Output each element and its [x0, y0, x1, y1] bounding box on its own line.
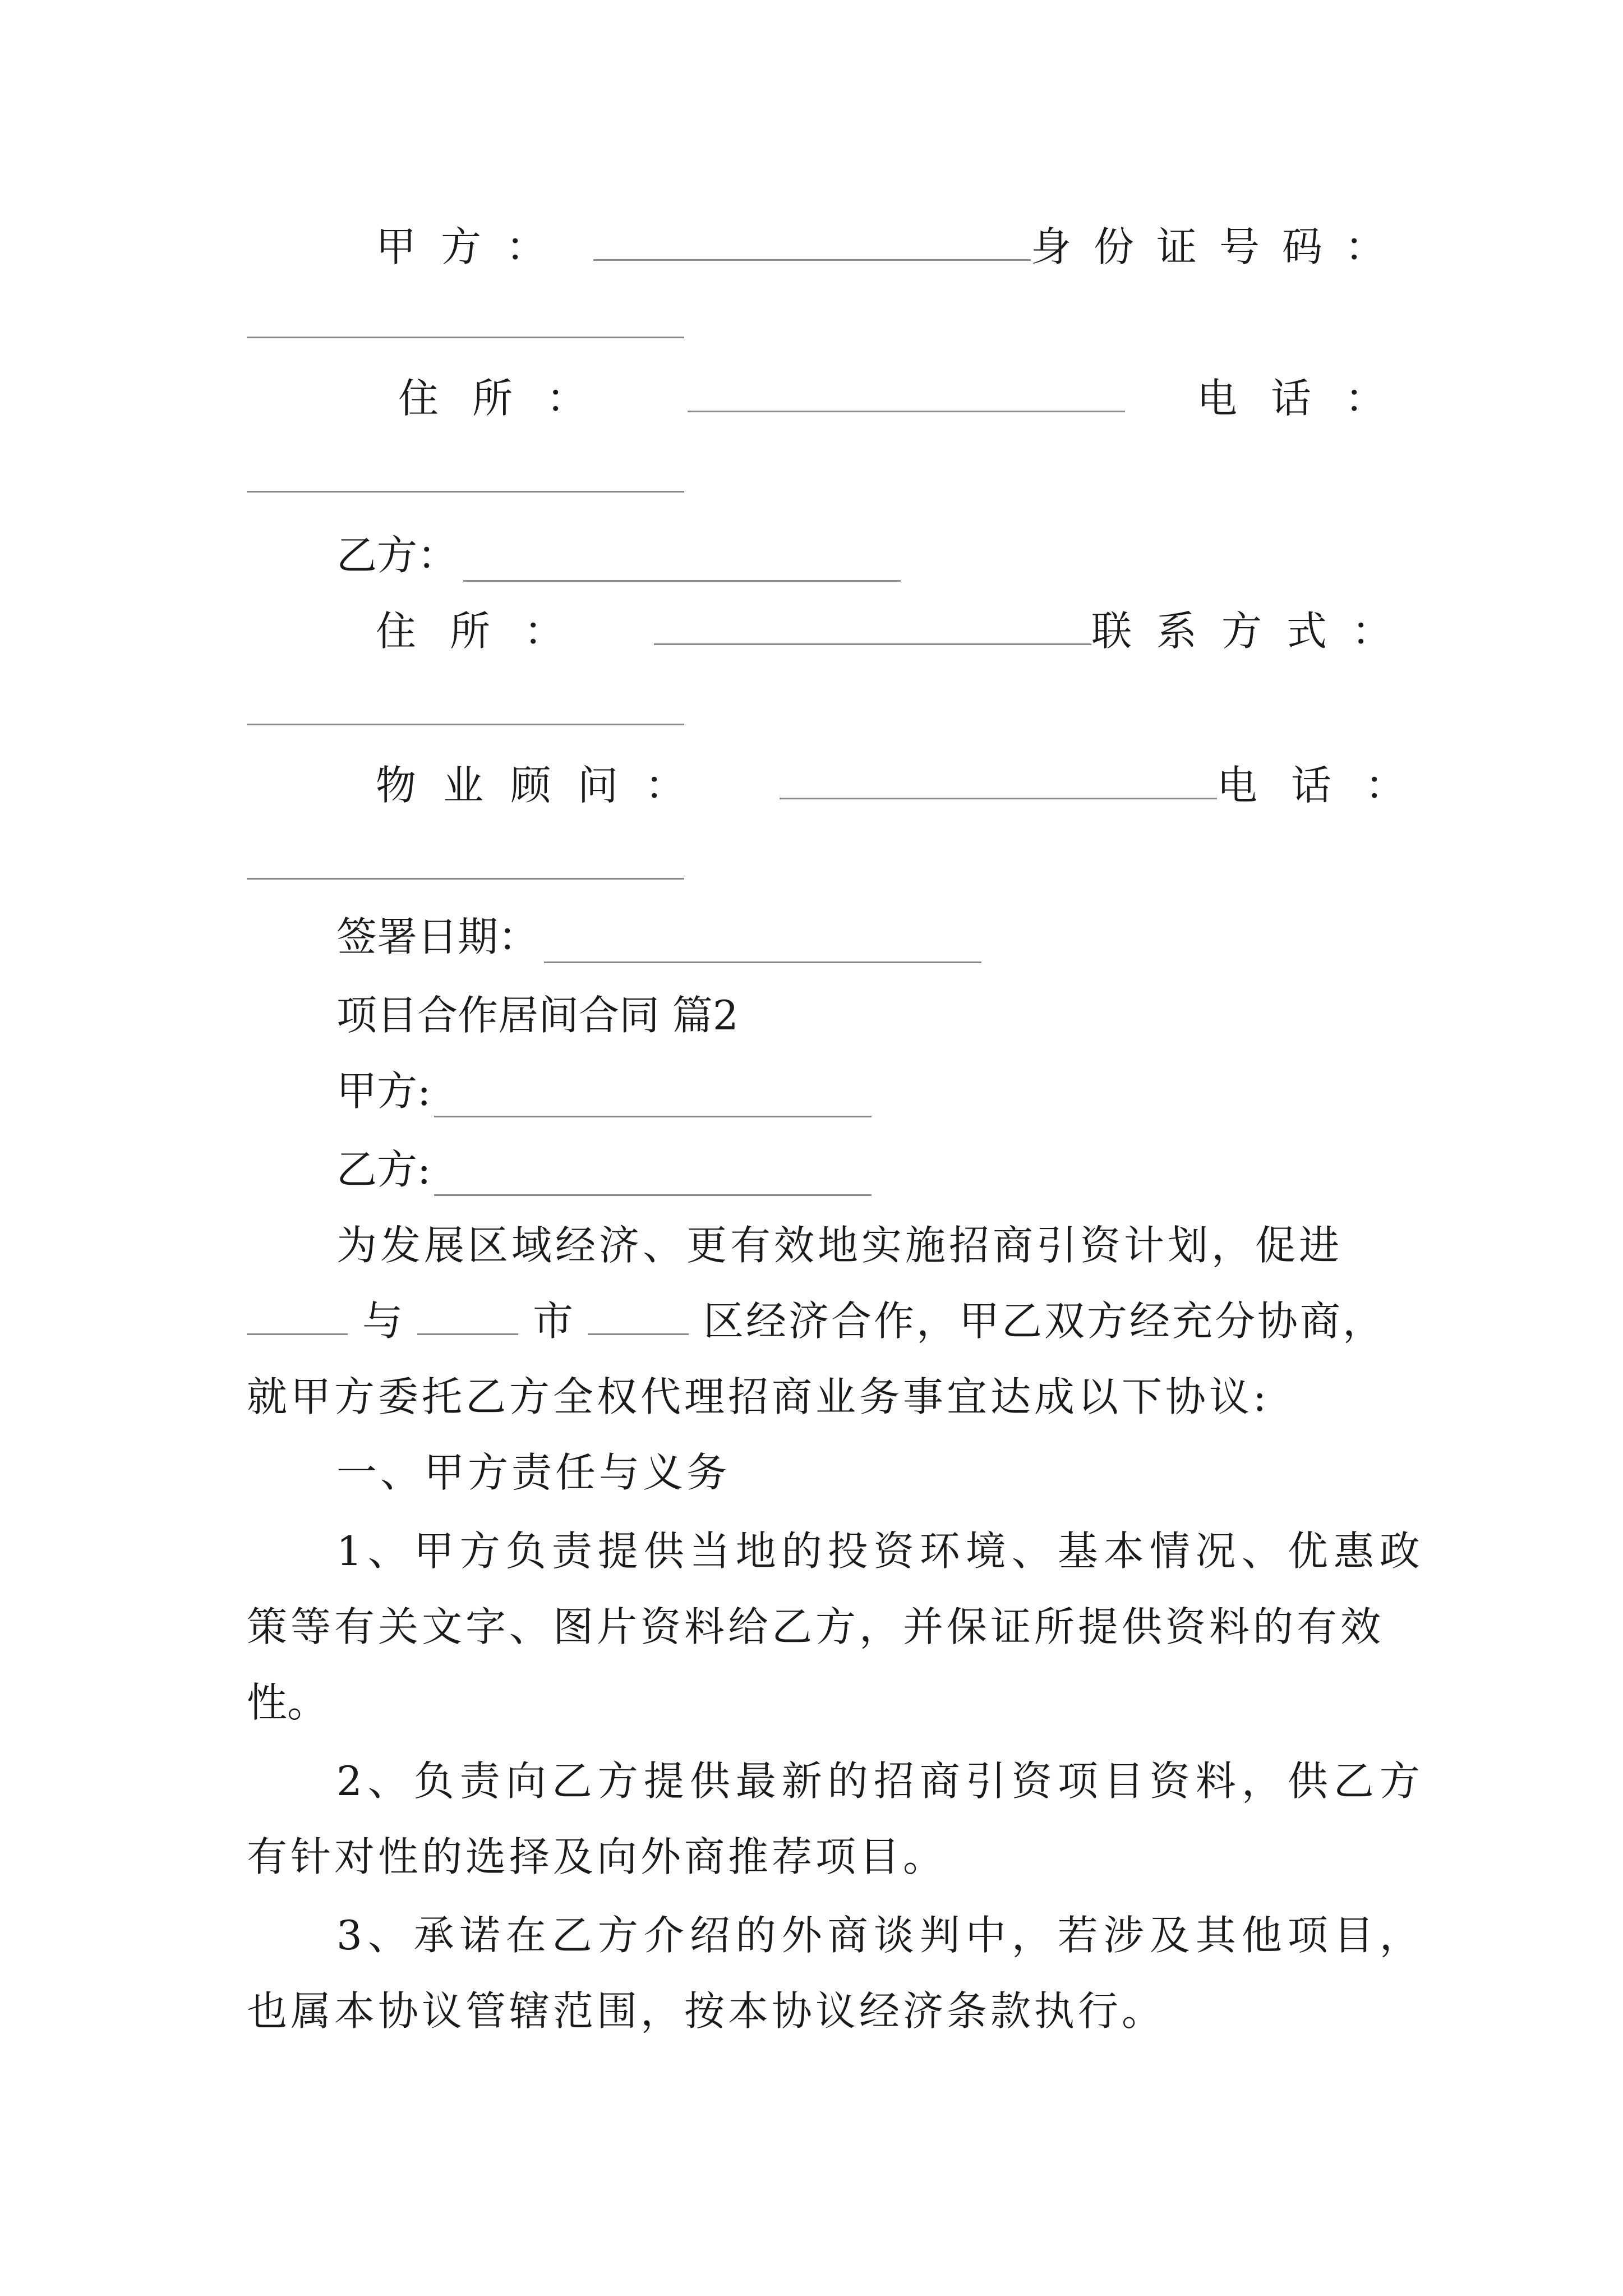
- phone-blank-b: [247, 878, 684, 880]
- party-a-label: 甲方：: [376, 223, 571, 270]
- residence-blank: [688, 409, 1125, 412]
- item2-text-1: 2、负责向乙方提供最新的招商引资项目资料，供乙方: [336, 1757, 1426, 1805]
- party-b-label: 乙方：: [336, 532, 458, 579]
- item2-line1: [247, 1747, 1426, 1815]
- contact-blank: [247, 724, 684, 725]
- item3-line2: [247, 1977, 1385, 2045]
- party-a-label-2: 甲方:: [336, 1068, 431, 1115]
- intro-text-3: 就甲方委托乙方全权代理招商业务事宜达成以下协议:: [247, 1373, 1270, 1420]
- party-b-label-2: 乙方:: [336, 1146, 431, 1193]
- blank-region-1: [247, 1332, 348, 1335]
- party-a-row: [247, 213, 1408, 280]
- phone-label: 电话：: [1196, 375, 1419, 422]
- section-title: [247, 982, 1385, 1049]
- item1-line2: [247, 1593, 1385, 1660]
- party-b-row: [247, 522, 1385, 589]
- item3-line1: [247, 1902, 1426, 1969]
- residence-label: 住所：: [398, 375, 621, 422]
- sign-date-label: 签署日期：: [336, 913, 539, 960]
- item1-text-2: 策等有关文字、图片资料给乙方，并保证所提供资料的有效: [247, 1603, 1385, 1650]
- blank-city: [417, 1332, 518, 1335]
- phone-blank: [247, 491, 684, 493]
- residence-blank-b: [654, 642, 1091, 645]
- intro-line-3: [247, 1363, 1385, 1430]
- party-a-row-2: [247, 1057, 1385, 1125]
- item3-text-1: 3、承诺在乙方介绍的外商谈判中，若涉及其他项目，: [336, 1912, 1426, 1959]
- section-title-text: 项目合作居间合同 篇2: [336, 992, 739, 1039]
- item1-line3: [247, 1669, 1385, 1736]
- id-number-label: 身份证号码：: [1031, 223, 1408, 270]
- intro-line-1: [247, 1212, 1385, 1279]
- consultant-phone-row: [247, 752, 1440, 819]
- intro-text-1: 为发展区域经济、更有效地实施招商引资计划，促进: [336, 1222, 1343, 1269]
- intro-text-2b: 市: [532, 1297, 573, 1345]
- consultant-label: 物业顾问：: [376, 762, 713, 809]
- party-a-blank: [593, 258, 1031, 261]
- item3-text-2: 也属本协议管辖范围，按本协议经济条款执行。: [247, 1987, 1166, 2035]
- item2-line2: [247, 1823, 1385, 1890]
- sign-date-blank: [544, 960, 981, 963]
- id-number-blank: [247, 337, 684, 338]
- contact-label: 联系方式：: [1091, 608, 1417, 655]
- item1-line1: [247, 1517, 1426, 1585]
- residence-label-b: 住所：: [376, 608, 598, 655]
- consultant-blank: [780, 797, 1217, 799]
- intro-text-2c: 区经济合作，甲乙双方经充分协商，: [703, 1297, 1385, 1345]
- residence-phone-row: [247, 365, 1419, 432]
- party-b-blank: [463, 579, 901, 582]
- heading-duties: [247, 1439, 1385, 1506]
- party-a-blank-2: [434, 1115, 872, 1117]
- intro-text-2a: 与: [362, 1297, 403, 1345]
- residence-contact-row: [247, 597, 1417, 665]
- blank-district: [588, 1332, 689, 1335]
- item1-text-3: 性。: [247, 1679, 328, 1726]
- phone-label-b: 电话：: [1217, 762, 1440, 809]
- party-b-blank-2: [434, 1193, 872, 1196]
- sign-date-row: [247, 903, 1385, 970]
- party-b-row-2: [247, 1136, 1385, 1203]
- intro-line-2: [247, 1287, 1385, 1355]
- item2-text-2: 有针对性的选择及向外商推荐项目。: [247, 1833, 947, 1880]
- item1-text-1: 1、甲方负责提供当地的投资环境、基本情况、优惠政: [336, 1527, 1426, 1575]
- heading-duties-text: 一、甲方责任与义务: [336, 1449, 731, 1496]
